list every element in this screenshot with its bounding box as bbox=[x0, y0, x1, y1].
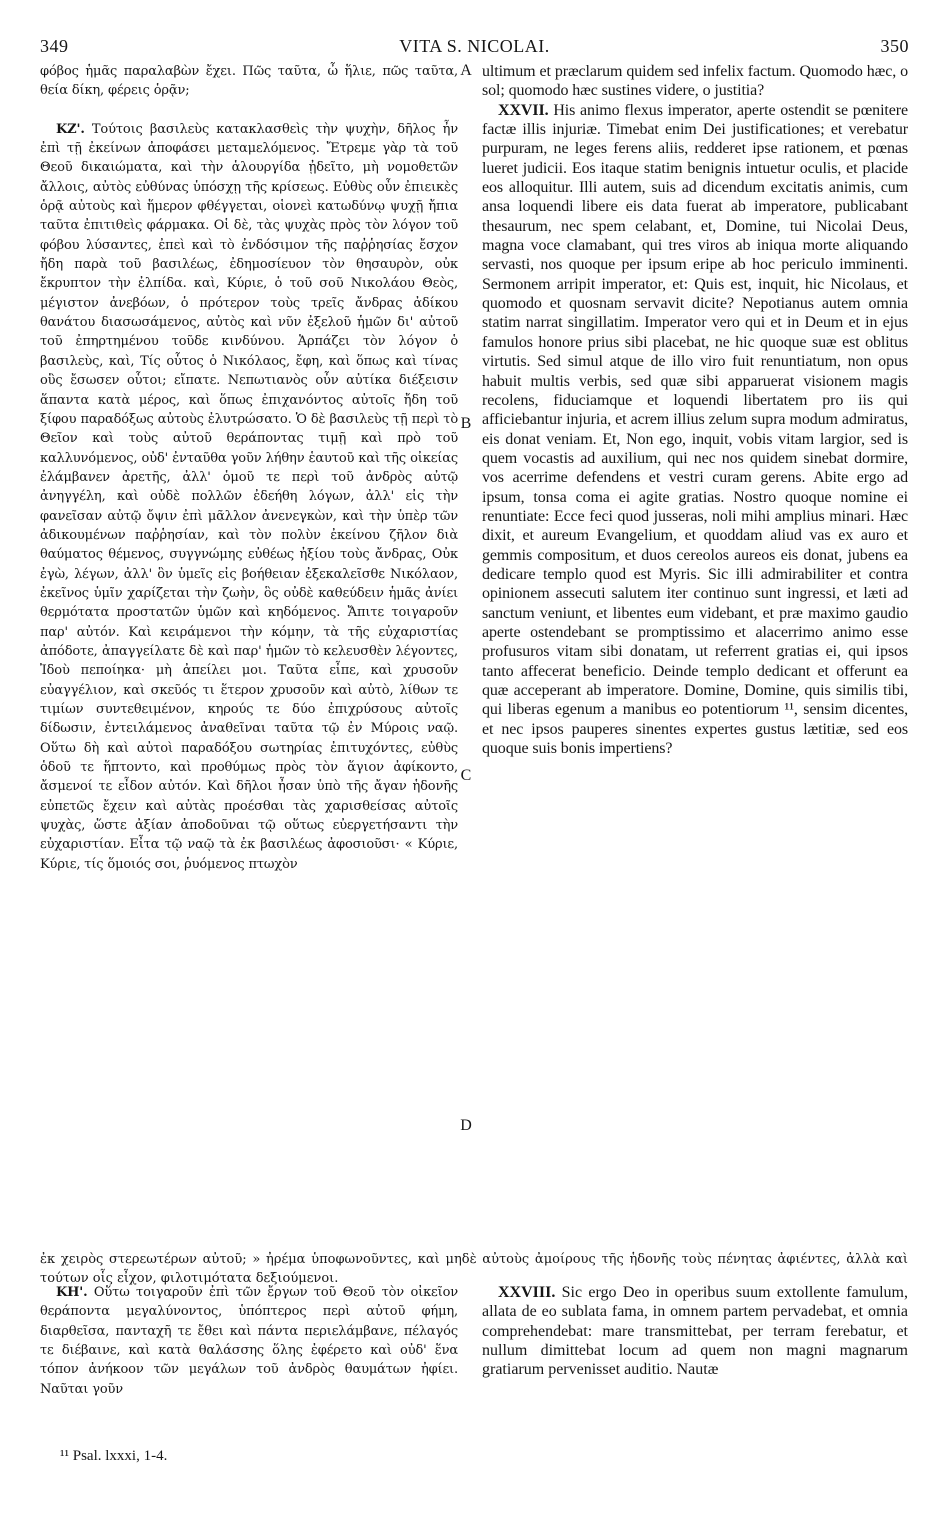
latin-column-bottom bbox=[482, 1283, 908, 1380]
margin-letter-b: B bbox=[460, 415, 472, 432]
latin-intro: ultimum et præclarum quidem sed infelix factum. Quomodo hæc, o sol; quomodo hæc sustines videre, o justitia? bbox=[482, 63, 908, 100]
greek-chapter-text: Τούτοις βασιλεὺς κατακλασθεὶς τὴν ψυχὴν, δῆλος ἦν ἐπὶ τῇ ἐκείνων ἀποφάσει μεταμελόμενος. Ἔτρεμε γὰρ τὰ τοῦ Θεοῦ δικαιώματα, καὶ τὴν ἁλουργίδα ᾐδεῖτο, μὴ νομοθετῶν ἄλλοις, αὐτὸς εὐθύνας ὑπόσχῃ τῆς κρίσεως. Εὐθὺς οὖν ἐπιεικὲς ὁρᾷ αὐτοὺς καὶ ἥμερον φθέγγεται, οἱονεὶ κατωδύνῳ ψυχῇ ἤπια ταῦτα ἐπιτιθεὶς φάρμακα. Οἱ δὲ, τὰς ψυχὰς πρὸς τὸν λόγον τοῦ φόβου λύσαντες, ἐπεὶ καὶ τὸ ἐνδόσιμον τῆς παῤῥησίας ἔσχον ἤδη παρὰ τοῦ βασιλέως, ἐδημοσίευον τὸν θησαυρὸν, οὐκ ἔκρυπτον τὴν ἐλπίδα. καὶ, Κύριε, ὁ τοῦ σοῦ Νικολάου Θεὸς, μέγιστον ἀνεβόων, ὁ πρότερον τοὺς τρεῖς ἄνδρας ἀδίκου θανάτου διασωσάμενος, αὐτὸς καὶ νῦν ἐξελοῦ ἡμῶν δι' αὐτοῦ τοῦ ἐπηρτημένου τοῦδε κινδύνου. Ἁρπάζει τὸν λόγον ὁ βασιλεὺς, καὶ, Τίς οὗτος ὁ Νικόλαος, ἔφη, καὶ ὅπως καὶ τίνας οὓς ἔσωσεν οὗτοι; εἴπατε. Νεπωτιανὸς οὖν αὐτίκα διέξεισιν ἅπαντα κατὰ μέρος, καὶ ὅπως ἐπιχανόντος αὐτοῖς ἤδη τοῦ ξίφου παραδόξως αὐτοὺς ἐλυτρώσατο. Ὁ δὲ βασιλεὺς τῇ περὶ τὸ Θεῖον καὶ τοὺς αὐτοῦ θεράποντας τιμῇ καὶ πρὸ τοῦ καλλυνόμενος, οὐδ' ἐνταῦθα γοῦν λήθην ἑαυτοῦ καὶ τῆς οἰκείας ἐλάμβανεν ἀρετῆς, ἀλλ' ὁμοῦ τε περὶ τοῦ ἀνδρὸς αὐτῷ ἀνηγγέλη, καὶ οὐδὲ πολλῶν ἐδεήθη λόγων, ἀλλ' εἰς τὴν φανεῖσαν αὐτῷ ὄψιν ἐπὶ μᾶλλον ἀνενεγκὼν, καὶ τὴν ὑπὲρ τῶν ἀδικουμένων παῤῥησίαν, καὶ τὸν πολὺν ἐκείνου ζῆλον διὰ θαύματος θέμενος, συγγνώμης εὐθέως ἠξίου τοὺς ἄνδρας, Οὐκ ἐγὼ, λέγων, ἀλλ' ὃν ὑμεῖς εἰς βοήθειαν ἐξεκαλεῖσθε Νικόλαον, ἐκεῖνος ὑμῖν χαρίζεται τὴν ζωὴν, ὃς οὐδὲ καθεύδειν ἡμᾶς ἀνίει θερμότατα προστατῶν ὑμῶν καὶ κηδόμενος. Ἄπιτε τοιγαροῦν παρ' αὐτόν. Καὶ κειράμενοι τὴν κόμην, τὰ τῆς εὐχαριστίας ἀπόδοτε, ἀπαγγείλατε δὲ καὶ παρ' ἡμῶν τὸ κελευσθὲν λέγοντες, Ἰδοὺ πεποίηκα· μὴ ἀπείλει μοι. Ταῦτα εἶπε, καὶ χρυσοῦν εὐαγγέλιον, καὶ σκεῦός τι ἕτερον χρυσοῦν καὶ αὐτὸ, λίθων τε τιμίων συντεθειμένον, κηρούς τε δύο ἐπιχρύσους αὐτοῖς δίδωσιν, ἐντειλάμενος ἀναθεῖναι ταῦτα τῷ ἐν Μύροις ναῷ. Οὕτω δὴ καὶ αὐτοὶ παραδόξου σωτηρίας ἐπιτυχόντες, εὐθὺς ὁδοῦ τε ἥπτοντο, καὶ προθύμως πρὸς τὸν ἅγιον ἀφίκοντο, ἄσμενοί τε εἶδον αὐτόν. Καὶ δῆλοι ἦσαν ὑπὸ τῆς ἄγαν ἡδονῆς εὐπετῶς ἔχειν καὶ αὐτὰς προέσθαι τὰς χαρισθείσας αὐτοῖς ψυχὰς, ὥστε ἀξίαν ἀποδοῦναι τῷ οὕτως εὐεργετήσαντι τὴν εὐχαριστίαν. Εἶτα τῷ ναῷ τὰ ἐκ βασιλέως ἀφοσιοῦσι· « Κύριε, Κύριε, τίς ὅμοιός σοι, ῥυόμενος πτωχὸν bbox=[40, 121, 458, 872]
greek-chapter-27 bbox=[40, 120, 458, 874]
latin-chapter-number-28: XXVIII. bbox=[498, 1284, 556, 1301]
greek-intro: φόβος ἡμᾶς παραλαβὼν ἔχει. Πῶς ταῦτα, ὦ ἥλιε, πῶς ταῦτα, θεία δίκη, φέρεις ὁρᾷν; bbox=[40, 64, 458, 99]
latin-chapter-number: XXVII. bbox=[498, 101, 549, 119]
latin-chapter-28 bbox=[482, 1283, 908, 1380]
running-head bbox=[40, 36, 909, 58]
greek-bridge-line: ἐκ χειρὸς στερεωτέρων αὐτοῦ; » ἠρέμα ὑποφωνοῦντες, καὶ μηδὲ αὐτοὺς ἀμοίρους τῆς ἡδονῆς τοὺς πένητας ἀφιέντες, ἀλλὰ καὶ τούτων οἷς εἶχον, φιλοτιμότατα δεξιούμενοι. bbox=[40, 1252, 908, 1287]
greek-column bbox=[40, 62, 458, 874]
footnote: ¹¹ Psal. lxxxi, 1-4. bbox=[60, 1448, 168, 1464]
latin-column bbox=[482, 62, 908, 758]
latin-chapter-28-text: Sic ergo Deo in operibus suum extollente famulum, allata de eo sublata fama, in omnem partem pervadebat, et omnia comprehendebat: mare transmittebat, per terram ferebatur, et nullum dimittebat locum ad quem non magni magnarum gratiarum pervenisset auditio. Nautæ bbox=[482, 1284, 909, 1379]
margin-letter-a: A bbox=[460, 62, 472, 79]
page-number-right: 350 bbox=[880, 36, 909, 56]
latin-chapter-27 bbox=[482, 101, 908, 759]
margin-letter-d: D bbox=[460, 1117, 472, 1134]
page-title: VITA S. NICOLAI. bbox=[399, 36, 550, 56]
greek-chapter-28 bbox=[40, 1283, 458, 1399]
greek-chapter-28-text: Οὕτω τοιγαροῦν ἐπὶ τῶν ἔργων τοῦ Θεοῦ τὸν οἰκεῖον θεράποντα μεγαλύνοντος, ὑπόπτερος περὶ αὐτοῦ φήμη, διαρθεῖσα, πανταχῆ τε ἔθει καὶ πάντα περιελάμβανε, πέλαγός τε διέβαινε, καὶ κατὰ θαλάσσης ὅλης ἐφέρετο καὶ οὐδ' ἕνα τόπον ἀνήκοον τῶν μεγάλων τοῦ ἀνδρὸς θαυμάτων ἠφίει. Ναῦται γοῦν bbox=[40, 1285, 459, 1397]
greek-chapter-number: ΚΖ'. bbox=[56, 121, 85, 137]
margin-letter-c: C bbox=[460, 767, 472, 784]
greek-chapter-number-28: ΚΗ'. bbox=[56, 1285, 88, 1300]
page-number-left: 349 bbox=[40, 36, 69, 56]
greek-column-bottom bbox=[40, 1283, 458, 1399]
latin-chapter-text: His animo flexus imperator, aperte ostendit se pœnitere factæ illis injuriæ. Timebat enim Dei justificationes; et verebatur purpuram, ne leges ferens aliis, redderet ipse rationem, et pœnas lueret judicii. Eos itaque statim benignis intuetur oculis, et placide eos alloquitur. Illi autem, suis ad dicendum excitatis animis, cum ansa loquendi libere eis data fuerat ab imperatore, publicabant thesaurum, nec spem celabant, et, Domine, tui Nicolai Deus, magna voce clamabant, qui tres viros ab iniqua morte aliquando servasti, nos quoque per ipsum eripe ab hoc periculo imminenti. Sermonem arripit imperator, et: Quis est, inquit, hic Nicolaus, et quomodo et quosnam servavit dicite? Nepotianus autem omnia statim narrat singillatim. Imperator vero qui et in Deum et in ejus famulos honore prius sibi placebat, ne hic quoque suæ est oblitus virtutis. Sed simul atque de illo viro fuit renuntiatum, non opus habuit multis verbis, sed quæ sibi apparuerat visionem magis recolens, fiduciamque et loquendi libertatem pro iis qui afficiebantur injuria, et acrem illius zelum supra modum admiratus, eis donat veniam. Et, Non ego, inquit, vobis vitam largior, sed is quem vocastis ad auxilium, qui nec nos quidem sinebat dormire, vos acerrime defendens et vestri curam gerens. Abite ergo ad ipsum, tonsa coma ei agite gratias. Nostro quoque nomine ei renuntiate: Ecce feci quod jusseras, noli mihi amplius minari. Hæc dixit, et aureum Evangelium, et quoddam aliud vas ex auro et gemmis compositum, et duos cereolos aureos eis donat, jubens ea dedicare templo quod est Myris. Sic illi admirabiliter et contra opinionem assecuti salutem iter continuo sunt ingressi, et læti ad sanctum veniunt, et libentes eum videbant, et præ maximo gaudio aperte ostendebant se promptissimo et alacerrimo animo esse profusuros vitam sibi donatam, ut referrent gratias ei, qui ipsos tanto affecerat beneficio. Deinde templo dedicant et offerunt ea quæ acceperant ab imperatore. Domine, Domine, quis similis tibi, qui liberas egenum a manibus eo potentiorum ¹¹, sensim dicentes, et nec ipsos pauperes sinentes expertes gustus lætitiæ, sed eos quoque suis bonis impertiens? bbox=[482, 101, 908, 758]
